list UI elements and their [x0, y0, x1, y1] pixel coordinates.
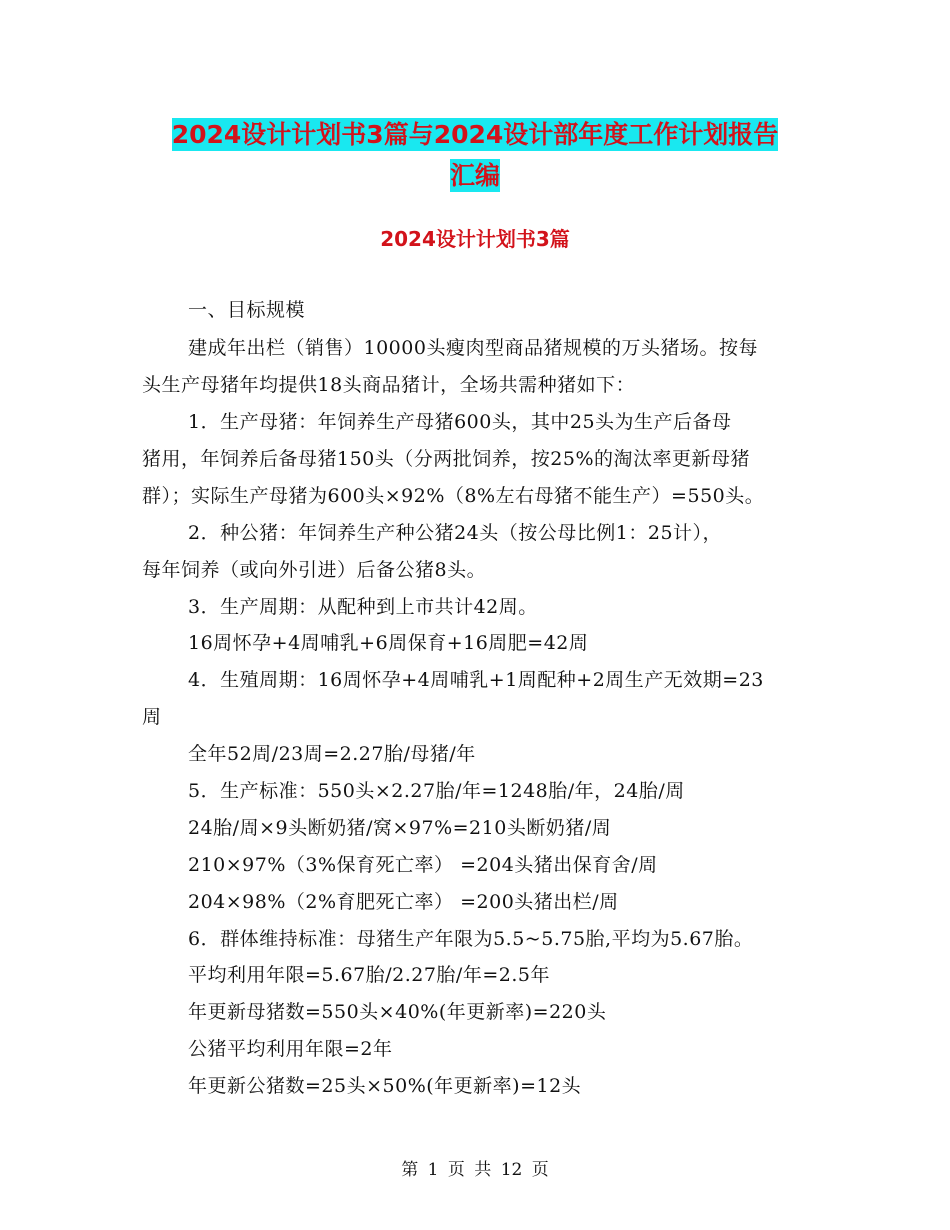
- paragraph-line: 周: [142, 706, 162, 728]
- paragraph-line: 年更新母猪数=550头×40%(年更新率)=220头: [188, 1001, 607, 1023]
- section-title: 2024设计计划书3篇: [380, 227, 570, 251]
- title-highlight-2: 汇编: [449, 161, 500, 190]
- paragraph-line: 每年饲养（或向外引进）后备公猪8头。: [142, 559, 487, 581]
- paragraph-line: 一、目标规模: [188, 299, 306, 321]
- paragraph-line: 5．生产标准：550头×2.27胎/年=1248胎/年，24胎/周: [188, 780, 685, 802]
- paragraph-line: 4．生殖周期：16周怀孕+4周哺乳+1周配种+2周生产无效期=23: [188, 669, 764, 691]
- paragraph-line: 1．生产母猪：年饲养生产母猪600头，其中25头为生产后备母: [188, 411, 732, 433]
- paragraph-line: 16周怀孕+4周哺乳+6周保育+16周肥=42周: [188, 632, 589, 654]
- paragraph-line: 204×98%（2%育肥死亡率） =200头猪出栏/周: [188, 891, 619, 913]
- paragraph-line: 头生产母猪年均提供18头商品猪计，全场共需种猪如下：: [142, 374, 636, 396]
- paragraph-line: 公猪平均利用年限=2年: [188, 1038, 393, 1060]
- paragraph-line: 平均利用年限=5.67胎/2.27胎/年=2.5年: [188, 964, 550, 986]
- paragraph-line: 猪用，年饲养后备母猪150头（分两批饲养，按25%的淘汰率更新母猪: [142, 448, 750, 470]
- paragraph-line: 建成年出栏（销售）10000头瘦肉型商品猪规模的万头猪场。按每: [188, 337, 758, 359]
- paragraph-line: 全年52周/23周=2.27胎/母猪/年: [188, 743, 476, 765]
- paragraph-line: 2．种公猪：年饲养生产种公猪24头（按公母比例1：25计），: [188, 522, 723, 544]
- paragraph-line: 6．群体维持标准：母猪生产年限为5.5~5.75胎,平均为5.67胎。: [188, 928, 754, 950]
- paragraph-line: 3．生产周期：从配种到上市共计42周。: [188, 596, 538, 618]
- paragraph-line: 群）；实际生产母猪为600头×92%（8%左右母猪不能生产）=550头。: [142, 485, 765, 507]
- paragraph-line: 年更新公猪数=25头×50%(年更新率)=12头: [188, 1075, 582, 1097]
- paragraph-line: 24胎/周×9头断奶猪/窝×97%=210头断奶猪/周: [188, 817, 612, 839]
- title-highlight-1: 2024设计计划书3篇与2024设计部年度工作计划报告: [171, 120, 779, 149]
- document-title-line-2: [0, 156, 950, 192]
- page-footer: 第 1 页 共 12 页: [401, 1160, 549, 1180]
- document-title-line-1: [0, 115, 950, 151]
- paragraph-line: 210×97%（3%保育死亡率） =204头猪出保育舍/周: [188, 854, 658, 876]
